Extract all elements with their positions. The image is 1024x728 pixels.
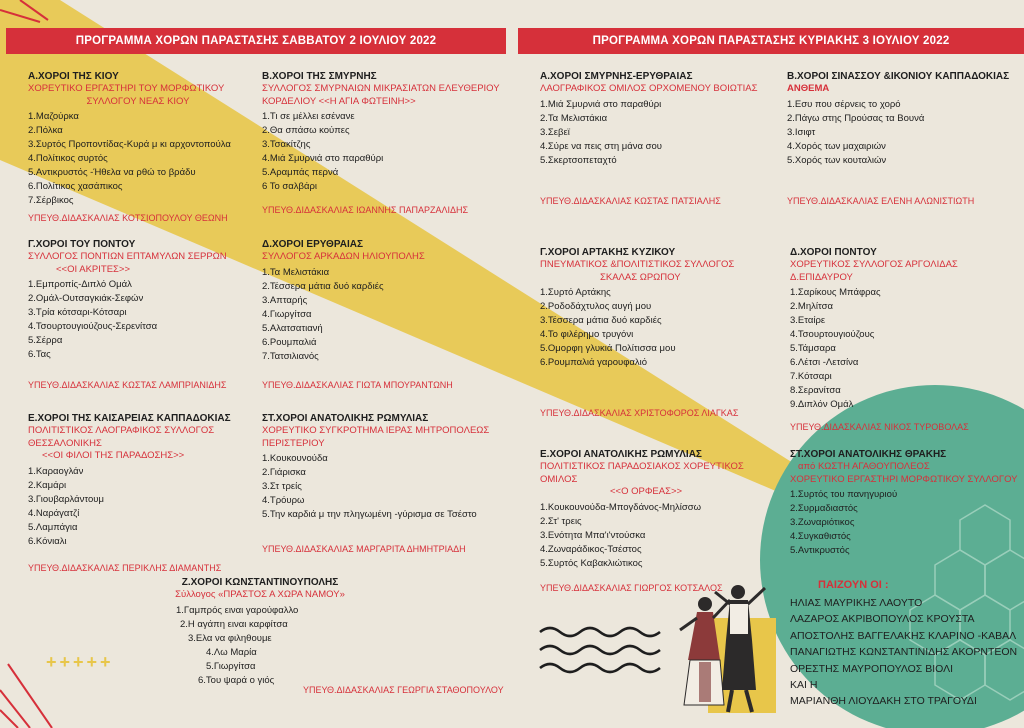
dance-item: 2.Τα Μελιστάκια	[540, 112, 608, 124]
section-title: Γ.ΧΟΡΟΙ ΤΟΥ ΠΟΝΤΟΥ	[28, 239, 136, 250]
wave-lines-decoration	[540, 628, 660, 672]
dance-item: 5.Ομορφη γλυκιά Πολίτισσα μου	[540, 343, 676, 354]
banner-sunday	[518, 28, 1024, 54]
saturday-section-e	[28, 412, 258, 575]
teacher-line: ΥΠΕΥΘ.ΔΙΔΑΣΚΑΛΙΑΣ ΙΩΑΝΝΗΣ ΠΑΠΑΡΖΑΛΙΔΗΣ	[262, 205, 469, 215]
dance-item: 1.Τα Μελιστάκια	[262, 266, 330, 278]
saturday-section-c	[28, 238, 253, 392]
section-organizer: από ΚΩΣΤΗ ΑΓΑΘΟΥΠΟΛΕΟΣ	[798, 461, 930, 472]
dance-item: 5.Χορός των κουταλιών	[787, 154, 887, 166]
dance-item: 2.Πάγω στης Προύσας τα Βουνά	[787, 112, 925, 124]
section-title: ΣΤ.ΧΟΡΟΙ ΑΝΑΤΟΛΙΚΗΣ ΘΡΑΚΗΣ	[790, 449, 947, 460]
teacher-line: ΥΠΕΥΘ.ΔΙΔΑΣΚΑΛΙΑΣ ΕΛΕΝΗ ΑΛΩΝΙΣΤΙΩΤΗ	[787, 195, 975, 206]
dance-item: 2.Ροδοδάχτυλος αυγή μου	[540, 301, 652, 312]
dance-item: 3.Απταρής	[262, 294, 308, 306]
dance-item: 6.Του ψαρά ο γιός	[198, 674, 275, 686]
dance-item: 3.Ενότητα Μπα'ι'ντούσκα	[540, 529, 646, 541]
dance-item: 4.Λω Μαρία	[206, 646, 257, 658]
dance-item: 7.Κότσαρι	[790, 371, 832, 382]
section-organizer: ΚΟΡΔΕΛΙΟΥ <<Η ΑΓΙΑ ΦΩΤΕΙΝΗ>>	[262, 95, 416, 107]
players-title: ΠΑΙΖΟΥΝ ΟΙ :	[818, 579, 889, 591]
section-organizer: <<ΟΙ ΦΙΛΟΙ ΤΗΣ ΠΑΡΑΔΟΣΗΣ>>	[42, 450, 185, 461]
dance-item: 4.Σύρε να πεις στη μάνα σου	[540, 140, 662, 152]
saturday-section-g	[140, 576, 380, 688]
dance-item: 3.Τέσσερα μάτια δυό καρδιές	[540, 315, 662, 326]
dance-item: 5.Την καρδιά μ την πληγωμένη -γύρισμα σε Τσέστο	[262, 509, 477, 520]
section-title: Β.ΧΟΡΟΙ ΤΗΣ ΣΜΥΡΝΗΣ	[262, 71, 377, 82]
player-line: ΠΑΝΑΓΙΩΤΗΣ ΚΩΝΣΤΑΝΤΙΝΙΔΗΣ ΑΚΟΡΝΤΕΟΝ	[790, 646, 1018, 659]
section-title: Ζ.ΧΟΡΟΙ ΚΩΝΣΤΑΝΤΙΝΟΥΠΟΛΗΣ	[181, 577, 339, 588]
players-list	[790, 595, 1017, 710]
dance-item: 5.Λαμπάγια	[28, 521, 78, 533]
section-organizer: ΣΚΑΛΑΣ ΩΡΩΠΟΥ	[600, 271, 681, 283]
dance-item: 5.Σκερτσοπεταχτό	[540, 154, 617, 166]
dance-item: 5.Αντικρυστός -Ήθελα να ρθώ το βράδυ	[28, 167, 196, 178]
dance-item: 2.Ομάλ-Ουτσαγκιάκ-Σεφών	[28, 293, 144, 304]
dance-item: 4.Συγκαθιστός	[790, 531, 851, 542]
dance-item: 4.Το φιλέρημο τρυγόνι	[540, 329, 634, 340]
dance-item: 1.Εμπροπίς-Διπλό Ομάλ	[28, 279, 132, 290]
dance-item: 3.Σεβεϊ	[540, 126, 570, 138]
section-organizer: ΣΥΛΛΟΓΟΣ ΣΜΥΡΝΑΙΩΝ ΜΙΚΡΑΣΙΑΤΩΝ ΕΛΕΥΘΕΡΙΟΥ	[262, 83, 500, 94]
dance-item: 6.Λέτσι -Λετσίνα	[790, 357, 859, 368]
dance-item: 3.Γιουβαρλάντουμ	[28, 493, 104, 505]
banner-sunday-text: ΠΡΟΓΡΑΜΜΑ ΧΟΡΩΝ ΠΑΡΑΣΤΑΣΗΣ ΚΥΡΙΑΚΗΣ 3 ΙΟΥΛΙΟΥ 2022	[592, 35, 950, 47]
banner-saturday	[6, 28, 506, 54]
dance-item: 5.Γιωργίτσα	[206, 660, 256, 672]
sunday-section-c	[540, 246, 770, 420]
section-organizer: ΠΕΡΙΣΤΕΡΙΟΥ	[262, 437, 325, 449]
sunday-section-f	[790, 448, 1020, 558]
sunday-section-b	[787, 70, 1017, 208]
section-organizer: ΠΟΛΙΤΙΣΤΙΚΟΣ ΛΑΟΓΡΑΦΙΚΟΣ ΣΥΛΛΟΓΟΣ ΘΕΣΣΑΛΟΝΙΚΗΣ	[28, 425, 215, 449]
dance-item: 6.Ρουμπαλιά	[262, 336, 317, 348]
dance-list	[790, 488, 1020, 558]
dance-item: 5.Τάμσαρα	[790, 343, 836, 354]
section-organizer: ΑΝΘΕΜΑ	[787, 83, 830, 94]
dancers-illustration	[680, 585, 776, 713]
dance-item: 1.Κουκουνούδα-Μπογδάνος-Μηλίσσω	[540, 501, 702, 513]
section-title: Δ.ΧΟΡΟΙ ΠΟΝΤΟΥ	[790, 247, 877, 258]
teacher-line: ΥΠΕΥΘ.ΔΙΔΑΣΚΑΛΙΑΣ ΓΕΩΡΓΙΑ ΣΤΑΘΟΠΟΥΛΟΥ	[303, 685, 504, 695]
dance-item: 5.Αντικρυστός	[790, 545, 850, 556]
saturday-section-b	[262, 70, 512, 217]
dance-list	[540, 98, 770, 168]
section-organizer: ΧΟΡΕΥΤΙΚΟ ΕΡΓΑΣΤΗΡΙ ΜΟΡΦΩΤΙΚΟΥ ΣΥΛΛΟΓΟΥ	[790, 473, 1018, 485]
dance-item: 3.Ελα να φιληθουμε	[188, 632, 272, 644]
dance-item: 2.Καμάρι	[28, 479, 67, 491]
dance-item: 5.Συρτός Καβακλιώτικος	[540, 557, 643, 569]
dance-item: 2.Μηλίτσα	[790, 301, 833, 312]
teacher-line: ΥΠΕΥΘ.ΔΙΔΑΣΚΑΛΙΑΣ ΜΑΡΓΑΡΙΤΑ ΔΗΜΗΤΡΙΑΔΗ	[262, 544, 466, 554]
dance-item: 4.Τρόυρω	[262, 495, 305, 506]
dance-list	[540, 501, 780, 571]
teacher-line: ΥΠΕΥΘ.ΔΙΔΑΣΚΑΛΙΑΣ ΚΟΤΣΙΟΠΟΥΛΟΥ ΘΕΩΝΗ	[28, 213, 228, 223]
dance-item: 4.Τσουρτουγιούζους-Σερενίτσα	[28, 321, 158, 332]
dance-item: 3.Εταίρε	[790, 315, 826, 326]
dance-item: 8.Σερανίτσα	[790, 385, 841, 396]
dance-item: 1.Τι σε μέλλει εσένανε	[262, 111, 355, 122]
teacher-line: ΥΠΕΥΘ.ΔΙΔΑΣΚΑΛΙΑΣ ΝΙΚΟΣ ΤΥΡΟΒΟΛΑΣ	[790, 422, 969, 432]
dance-item: 1.Κουκουνούδα	[262, 453, 328, 464]
banner-saturday-text: ΠΡΟΓΡΑΜΜΑ ΧΟΡΩΝ ΠΑΡΑΣΤΑΣΗΣ ΣΑΒΒΑΤΟΥ 2 ΙΟΥΛΙΟΥ 2022	[75, 35, 437, 47]
dance-list	[540, 286, 770, 370]
plus-signs-decoration: +++++	[46, 652, 114, 672]
saturday-section-d	[262, 238, 492, 392]
player-line: ΛΑΖΑΡΟΣ ΑΚΡΙΒΟΠΟΥΛΟΣ ΚΡΟΥΣΤΑ	[790, 613, 975, 626]
saturday-section-a	[28, 70, 248, 225]
dance-item: 4.Μιά Σμυρνιά στο παραθύρι	[262, 153, 384, 164]
section-title: Γ.ΧΟΡΟΙ ΑΡΤΑΚΗΣ ΚΥΖΙΚΟΥ	[540, 247, 676, 258]
section-organizer: ΣΥΛΛΟΓΟΣ ΠΟΝΤΙΩΝ ΕΠΤΑΜΥΛΩΝ ΣΕΡΡΩΝ	[28, 251, 227, 262]
dance-list	[790, 286, 1020, 412]
section-organizer: ΣΥΛΛΟΓΟΣ ΑΡΚΑΔΩΝ ΗΛΙΟΥΠΟΛΗΣ	[262, 251, 425, 262]
dance-item: 6.Τας	[28, 349, 51, 360]
teacher-line: ΥΠΕΥΘ.ΔΙΔΑΣΚΑΛΙΑΣ ΓΙΩΤΑ ΜΠΟΥΡΑΝΤΩΝΗ	[262, 379, 453, 390]
dance-item: 3.Τρία κότσαρι-Κότσαρι	[28, 307, 127, 318]
sunday-section-d	[790, 246, 1020, 434]
dance-item: 4.Ζωναράδικος-Τσέστος	[540, 543, 642, 555]
dance-item: 4.Ναράγατζί	[28, 507, 80, 519]
dance-list	[262, 110, 512, 194]
player-line: ΗΛΙΑΣ ΜΑΥΡΙΚΗΣ ΛΑΟΥΤΟ	[790, 597, 923, 609]
teacher-line: ΥΠΕΥΘ.ΔΙΔΑΣΚΑΛΙΑΣ ΧΡΙΣΤΟΦΟΡΟΣ ΛΙΑΓΚΑΣ	[540, 408, 739, 418]
sunday-section-e	[540, 448, 780, 595]
dance-item: 3.Στ τρείς	[262, 481, 302, 492]
dance-item: 6 Το σαλβάρι	[262, 181, 318, 192]
dance-item: 4.Πολίτικος συρτός	[28, 153, 108, 164]
saturday-section-f	[262, 412, 512, 556]
dance-item: 1.Εσυ που σέρνεις το χορό	[787, 98, 901, 110]
section-organizer: <<ΟΙ ΑΚΡΙΤΕΣ>>	[56, 263, 130, 275]
teacher-line: ΥΠΕΥΘ.ΔΙΔΑΣΚΑΛΙΑΣ ΚΩΣΤΑΣ ΛΑΜΠΡΙΑΝΙΔΗΣ	[28, 380, 227, 390]
section-title: Α.ΧΟΡΟΙ ΣΜΥΡΝΗΣ-ΕΡΥΘΡΑΙΑΣ	[540, 71, 693, 82]
dance-item: 2.Τέσσερα μάτια δυό καρδιές	[262, 280, 384, 292]
dance-item: 1.Σαρίκους Μπάφρας	[790, 287, 881, 298]
player-line: ΑΠΟΣΤΟΛΗΣ ΒΑΓΓΕΛΑΚΗΣ ΚΛΑΡΙΝΟ -ΚΑΒΑΛ	[790, 629, 1017, 642]
dance-item: 2.Γιάρισκα	[262, 467, 306, 478]
dance-item: 5.Αραμπάς περνά	[262, 167, 339, 178]
dance-item: 5.Σέρρα	[28, 335, 63, 346]
dance-list	[28, 465, 258, 549]
dance-item: 1.Συρτός του πανηγυριού	[790, 489, 898, 500]
dance-list	[140, 604, 380, 688]
section-title: Δ.ΧΟΡΟΙ ΕΡΥΘΡΑΙΑΣ	[262, 239, 363, 250]
section-organizer: ΧΟΡΕΥΤΙΚΟ ΣΥΓΚΡΟΤΗΜΑ ΙΕΡΑΣ ΜΗΤΡΟΠΟΛΕΩΣ	[262, 425, 490, 436]
dance-item: 4.Τσουρτουγιούζους	[790, 329, 875, 340]
dance-list	[262, 452, 512, 522]
dance-item: 3.Ζωναριότικος	[790, 517, 855, 528]
teacher-line: ΥΠΕΥΘ.ΔΙΔΑΣΚΑΛΙΑΣ ΓΙΩΡΓΟΣ ΚΟΤΣΑΛΟΣ	[540, 582, 723, 593]
section-title: Α.ΧΟΡΟΙ ΤΗΣ ΚΙΟΥ	[28, 71, 119, 82]
dance-item: 2.Συρμαδιαστός	[790, 503, 858, 514]
dance-item: 2.Η αγάπη ειναι καρφίτσα	[180, 618, 288, 630]
player-line: ΟΡΕΣΤΗΣ ΜΑΥΡΟΠΟΥΛΟΣ ΒΙΟΛΙ	[790, 662, 954, 675]
dance-item: 1.Συρτό Αρτάκης	[540, 287, 611, 298]
saturday-section-g-teacher	[303, 683, 504, 697]
dance-list	[28, 278, 253, 362]
section-organizer: ΣΥΛΛΟΓΟΥ ΝΕΑΣ ΚΙΟΥ	[86, 95, 190, 107]
section-organizer: Σύλλογος «ΠΡΑΣΤΟΣ Α ΧΩΡΑ ΝΑΜΟΥ»	[175, 589, 345, 600]
dance-item: 1.Μιά Σμυρνιά στο παραθύρι	[540, 98, 662, 110]
dance-item: 4.Χορός των μαχαιριών	[787, 140, 886, 152]
dance-item: 3.Συρτός Προποντίδας-Κυρά μ κι αρχοντοπούλα	[28, 139, 231, 150]
dance-list	[262, 266, 492, 364]
dance-item: 3.Ισιφτ	[787, 126, 816, 138]
section-title: Ε.ΧΟΡΟΙ ΤΗΣ ΚΑΙΣΑΡΕΙΑΣ ΚΑΠΠΑΔΟΚΙΑΣ	[28, 413, 231, 424]
dance-item: 1.Καραογλάν	[28, 465, 84, 477]
section-organizer: <<Ο ΟΡΦΕΑΣ>>	[610, 486, 683, 497]
red-rays-bottom-left	[0, 664, 52, 728]
dance-item: 1.Γαμπρός ειναι γαρούφαλλο	[176, 604, 299, 616]
section-organizer: ΧΟΡΕΥΤΙΚΟΣ ΣΥΛΛΟΓΟΣ ΑΡΓΟΛΙΔΑΣ Δ.ΕΠΙΔΑΥΡΟΥ	[790, 259, 958, 283]
dance-item: 6.Πολίτικος χασάπικος	[28, 181, 123, 192]
dance-item: 1.Μαζούρκα	[28, 111, 79, 122]
section-organizer: ΠΝΕΥΜΑΤΙΚΟΣ &ΠΟΛΙΤΙΣΤΙΚΟΣ ΣΥΛΛΟΓΟΣ	[540, 259, 735, 270]
dance-list	[787, 98, 1017, 168]
player-line: ΚΑΙ Η	[790, 679, 818, 692]
dance-item: 6.Κόνιαλι	[28, 535, 67, 547]
teacher-line: ΥΠΕΥΘ.ΔΙΔΑΣΚΑΛΙΑΣ ΚΩΣΤΑΣ ΠΑΤΣΙΑΛΗΣ	[540, 195, 721, 206]
dance-item: 2.Πόλκα	[28, 125, 63, 136]
section-organizer: ΠΟΛΙΤΙΣΤΙΚΟΣ ΠΑΡΑΔΟΣΙΑΚΟΣ ΧΟΡΕΥΤΙΚΟΣ ΟΜΙΛΟΣ	[540, 461, 744, 485]
section-title: ΣΤ.ΧΟΡΟΙ ΑΝΑΤΟΛΙΚΗΣ ΡΩΜΥΛΙΑΣ	[262, 413, 429, 424]
dance-item: 7.Τατσιλιανός	[262, 350, 319, 362]
section-organizer: ΛΑΟΓΡΑΦΙΚΟΣ ΟΜΙΛΟΣ ΟΡΧΟΜΕΝΟΥ ΒΟΙΩΤΙΑΣ	[540, 83, 758, 94]
sunday-section-a	[540, 70, 770, 208]
dance-item: 2.Στ' τρεις	[540, 515, 582, 527]
section-title: Ε.ΧΟΡΟΙ ΑΝΑΤΟΛΙΚΗΣ ΡΩΜΥΛΙΑΣ	[540, 449, 702, 460]
dance-item: 3.Τσακίτζης	[262, 139, 311, 150]
section-organizer: ΧΟΡΕΥΤΙΚΟ ΕΡΓΑΣΤΗΡΙ ΤΟΥ ΜΟΡΦΩΤΙΚΟΥ	[28, 83, 225, 94]
dance-item: 2.Θα σπάσω κούπες	[262, 125, 350, 136]
player-line: ΜΑΡΙΑΝΘΗ ΛΙΟΥΔΑΚΗ ΣΤΟ ΤΡΑΓΟΥΔΙ	[790, 695, 977, 708]
dance-item: 6.Ρουμπαλιά γαρουφαλιό	[540, 357, 648, 368]
dance-item: 5.Αλατσατιανή	[262, 322, 323, 334]
dance-item: 7.Σέρβικος	[28, 195, 74, 206]
section-title: Β.ΧΟΡΟΙ ΣΙΝΑΣΣΟΥ &ΙΚΟΝΙΟΥ ΚΑΠΠΑΔΟΚΙΑΣ	[787, 71, 1010, 82]
dance-item: 4.Γιωργίτσα	[262, 308, 312, 320]
teacher-line: ΥΠΕΥΘ.ΔΙΔΑΣΚΑΛΙΑΣ ΠΕΡΙΚΛΗΣ ΔΙΑΜΑΝΤΗΣ	[28, 562, 222, 573]
dance-list	[28, 110, 248, 208]
dance-item: 9.Διπλόν Ομάλ	[790, 399, 854, 410]
